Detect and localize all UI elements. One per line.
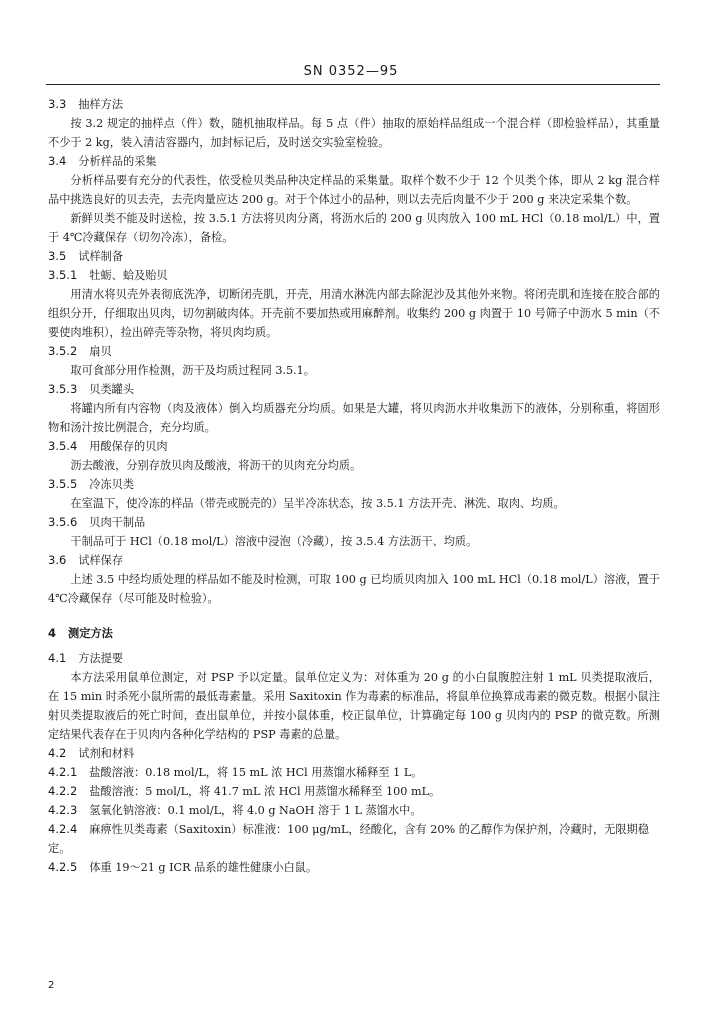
section-title: 试样保存 (78, 554, 124, 567)
section-title: 贝类罐头 (89, 383, 135, 396)
section-number: 3.5.5 (48, 477, 78, 491)
subsection-heading (48, 820, 660, 858)
subsection-heading (48, 858, 660, 877)
paragraph: 在室温下，使冷冻的样品（带壳或脱壳的）呈半冷冻状态，按 3.5.1 方法开壳、淋洗、取肉、均质。 (70, 497, 565, 510)
page-header: SN 0352—95 (303, 64, 399, 79)
paragraph: 本方法采用鼠单位测定，对 PSP 予以定量。鼠单位定义为：对体重为 20 g 的小白鼠腹腔注射 1 mL 贝类提取液后，在 15 min 时杀死小鼠所需的最低毒素量。采用 Saxitoxin 作为毒素的标准品，将鼠单位换算成毒素的微克数。根据小鼠注射贝类提取液后的死亡时间，查出鼠单位，并按小鼠体重，校正鼠单位，计算确定每 100 g 贝肉内的 PSP 的微克数。所测定结果代表存在于贝肉内各种化学结构的 PSP 毒素的总量。 (48, 671, 660, 741)
section-heading (48, 624, 660, 643)
subsection-heading (48, 95, 660, 114)
subsection-heading (48, 266, 660, 285)
section-number: 4.2.3 (48, 803, 78, 817)
section-title: 牡蛎、蛤及贻贝 (89, 269, 168, 282)
section-number: 3.5.2 (48, 344, 78, 358)
section-title: 抽样方法 (78, 98, 124, 111)
section-number: 4.1 (48, 651, 67, 665)
paragraph: 上述 3.5 中经均质处理的样品如不能及时检测，可取 100 g 已均质贝肉加入 100 mL HCl（0.18 mol/L）溶液，置于 4℃冷藏保存（尽可能及时检验）。 (48, 573, 660, 605)
subsection-heading (48, 342, 660, 361)
paragraph: 干制品可于 HCl（0.18 mol/L）溶液中浸泡（冷藏），按 3.5.4 方法沥干、均质。 (70, 535, 478, 548)
section-title: 扇贝 (89, 345, 112, 358)
section-title: 麻痹性贝类毒素（Saxitoxin）标准液：100 μg/mL，经酸化，含有 20% 的乙醇作为保护剂，冷藏时，无限期稳定。 (48, 823, 649, 855)
section-number: 4.2.1 (48, 765, 78, 779)
section-number: 3.4 (48, 154, 67, 168)
subsection-heading (48, 801, 660, 820)
section-title: 试剂和材料 (78, 747, 135, 760)
section-number: 3.5 (48, 249, 67, 263)
paragraph: 分析样品要有充分的代表性，依受检贝类品种决定样品的采集量。取样个数不少于 12 个贝类个体，即从 2 kg 混合样品中挑选良好的贝去壳，去壳肉量应达 200 g。对于个体过小的品种，则以去壳后肉量不少于 200 g 来决定采集个数。 (48, 174, 660, 206)
section-number: 3.5.6 (48, 515, 78, 529)
section-number: 4.2.5 (48, 860, 78, 874)
section-title: 盐酸溶液：0.18 mol/L，将 15 mL 浓 HCl 用蒸馏水稀释至 1 L。 (89, 766, 423, 779)
subsection-heading (48, 513, 660, 532)
subsection-heading (48, 380, 660, 399)
section-number: 3.3 (48, 97, 67, 111)
section-title: 用酸保存的贝肉 (89, 440, 168, 453)
section-title: 试样制备 (78, 250, 124, 263)
subsection-heading (48, 649, 660, 668)
section-number: 3.5.1 (48, 268, 78, 282)
document-body (48, 95, 660, 877)
section-number: 4.2.4 (48, 822, 78, 836)
section-title: 方法提要 (78, 652, 124, 665)
paragraph: 新鲜贝类不能及时送检，按 3.5.1 方法将贝肉分离，将沥水后的 200 g 贝肉放入 100 mL HCl（0.18 mol/L）中，置于 4℃冷藏保存（切勿冷冻），备检。 (48, 212, 660, 244)
paragraph: 用清水将贝壳外表彻底洗净，切断闭壳肌，开壳，用清水淋洗内部去除泥沙及其他外来物。将闭壳肌和连接在胶合部的组织分开，仔细取出贝肉，切勿割破肉体。开壳前不要加热或用麻醉剂。收集约 200 g 肉置于 10 号筛子中沥水 5 min（不要使肉堆积），捡出碎壳等杂物，将贝肉均质。 (48, 288, 660, 339)
section-number: 4.2.2 (48, 784, 78, 798)
section-number: 3.5.3 (48, 382, 78, 396)
subsection-heading (48, 437, 660, 456)
section-title: 体重 19～21 g ICR 品系的雄性健康小白鼠。 (89, 861, 318, 874)
section-title: 贝肉干制品 (89, 516, 146, 529)
subsection-heading (48, 782, 660, 801)
header-rule (46, 84, 660, 85)
subsection-heading (48, 152, 660, 171)
paragraph: 按 3.2 规定的抽样点（件）数，随机抽取样品。每 5 点（件）抽取的原始样品组成一个混合样（即检验样品），其重量不少于 2 kg，装入清洁容器内，加封标记后，及时送交实验室检验。 (48, 117, 660, 149)
subsection-heading (48, 744, 660, 763)
subsection-heading (48, 247, 660, 266)
section-title: 盐酸溶液：5 mol/L，将 41.7 mL 浓 HCl 用蒸馏水稀释至 100 mL。 (89, 785, 441, 798)
subsection-heading (48, 475, 660, 494)
section-number: 4 (48, 626, 57, 640)
paragraph: 取可食部分用作检测，沥干及均质过程同 3.5.1。 (70, 364, 315, 377)
section-title: 测定方法 (68, 626, 113, 640)
subsection-heading (48, 763, 660, 782)
section-number: 4.2 (48, 746, 67, 760)
paragraph: 将罐内所有内容物（肉及液体）倒入均质器充分均质。如果是大罐，将贝肉沥水并收集沥下的液体，分别称重，将固形物和汤汁按比例混合，充分均质。 (48, 402, 660, 434)
section-title: 冷冻贝类 (89, 478, 135, 491)
section-number: 3.6 (48, 553, 67, 567)
section-title: 分析样品的采集 (78, 155, 157, 168)
section-title: 氢氧化钠溶液：0.1 mol/L，将 4.0 g NaOH 溶于 1 L 蒸馏水中。 (89, 804, 422, 817)
page-number: 2 (48, 980, 55, 991)
subsection-heading (48, 551, 660, 570)
paragraph: 沥去酸液，分别存放贝肉及酸液，将沥干的贝肉充分均质。 (70, 459, 362, 472)
section-number: 3.5.4 (48, 439, 78, 453)
